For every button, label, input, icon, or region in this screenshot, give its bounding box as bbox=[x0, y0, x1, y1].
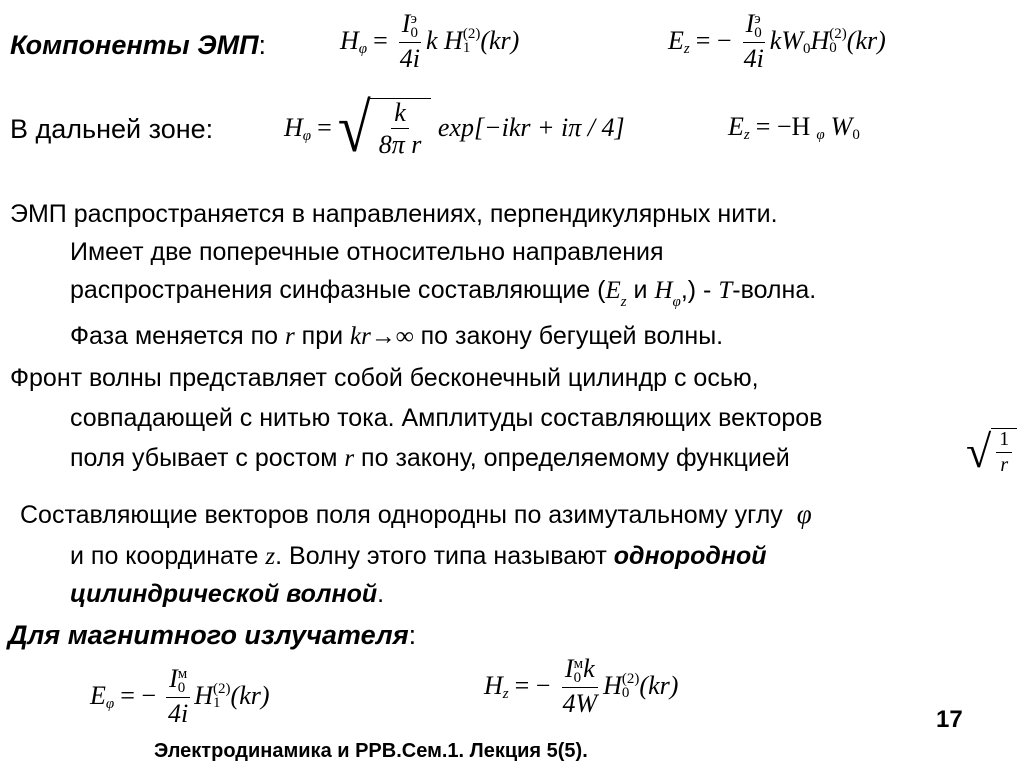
hankel-symbol: H bbox=[444, 26, 463, 55]
p1-line4 bbox=[70, 318, 723, 355]
sup-e: э bbox=[754, 10, 761, 27]
sub-zero: 0 bbox=[573, 669, 582, 686]
p2-l3-text-b: по закону, определяемому функцией bbox=[354, 444, 790, 472]
kr-arg: (kr) bbox=[480, 26, 520, 55]
arrow-infinity: →∞ bbox=[370, 323, 414, 350]
heading-magnetic bbox=[8, 620, 416, 651]
p3-line3 bbox=[70, 576, 384, 613]
p1-l3-text-a: распространения синфазные составляющие ( bbox=[70, 276, 606, 304]
heading-magnetic-text: Для магнитного излучателя bbox=[8, 620, 409, 650]
w-sub-zero: 0 bbox=[803, 40, 811, 57]
p1-l3-text-d: -волна. bbox=[732, 276, 817, 304]
phi-subscript: φ bbox=[358, 40, 368, 57]
r-inline: r bbox=[285, 323, 295, 350]
ez-inline: E bbox=[605, 277, 621, 304]
kr-arg: (kr) bbox=[230, 681, 270, 710]
kr-arg: (kr) bbox=[639, 671, 679, 700]
p3-l1-text: Составляющие векторов поля однородны по азимутальному углу bbox=[20, 501, 783, 529]
sup-m: м bbox=[177, 665, 188, 682]
kr-arg: (kr) bbox=[846, 26, 886, 55]
minus-equals: = − bbox=[120, 681, 157, 710]
sup-m: м bbox=[573, 655, 584, 672]
w-symbol: W bbox=[830, 112, 853, 141]
formula-h-phi bbox=[340, 6, 519, 76]
hphi-inline-sub: φ bbox=[672, 294, 681, 310]
equals-sign: = bbox=[317, 113, 332, 142]
h-symbol: H bbox=[284, 113, 303, 142]
cylindrical-wave-term: цилиндрической волной bbox=[70, 580, 378, 608]
kw-symbol: kW bbox=[769, 26, 803, 55]
e-symbol: E bbox=[728, 112, 744, 141]
t-inline: T bbox=[718, 277, 733, 304]
p2-line1: Фронт волны представляет собой бесконечный цилиндр с осью, bbox=[10, 364, 759, 392]
hankel-symbol: H bbox=[194, 681, 214, 710]
sqrt-k-over-8pir bbox=[337, 90, 432, 166]
hankel-symbol: H bbox=[603, 671, 622, 700]
p1-l4-text-a: Фаза меняется по bbox=[70, 322, 285, 350]
equals-sign: = bbox=[373, 26, 388, 55]
i-symbol: I bbox=[401, 8, 411, 38]
heading-components-text: Компоненты ЭМП bbox=[10, 30, 259, 60]
sqrt-one-over-r bbox=[966, 428, 1017, 476]
r-inline: r bbox=[344, 445, 355, 472]
homogeneous-term: однородной bbox=[613, 542, 767, 570]
minus-equals: = − bbox=[514, 671, 551, 700]
p2-line2: совпадающей с нитью тока. Амплитуды составляющих векторов bbox=[70, 404, 823, 432]
formula-e-z bbox=[668, 6, 886, 76]
k-symbol: k bbox=[583, 653, 595, 683]
p1-l4-text-b: при bbox=[294, 322, 351, 350]
p3-line1 bbox=[20, 496, 812, 534]
k-symbol: k bbox=[426, 26, 438, 55]
four-i: 4i bbox=[399, 43, 420, 73]
phi-subscript: φ bbox=[816, 126, 825, 143]
fraction-i0-over-4i bbox=[397, 10, 423, 72]
p1-l3-text-c: ,) - bbox=[680, 276, 719, 304]
sub-one: 1 bbox=[213, 695, 221, 711]
p3-l2-text-a: и по координате bbox=[70, 542, 266, 570]
r-denominator: r bbox=[1000, 454, 1009, 476]
kr-inline: kr bbox=[350, 323, 371, 350]
p1-line1: ЭМП распространяется в направлениях, перпендикулярных нити. bbox=[10, 200, 778, 228]
p1-line3 bbox=[70, 272, 816, 313]
sup-e: э bbox=[410, 10, 417, 27]
heading-components bbox=[10, 30, 266, 61]
sub-zero: 0 bbox=[829, 40, 837, 56]
footer-course-title: Электродинамика и РРВ.Сем.1. Лекция 5(5). bbox=[154, 740, 588, 762]
hphi-inline: H bbox=[654, 277, 673, 304]
hankel-symbol: H bbox=[810, 26, 830, 55]
sup-order: (2) bbox=[462, 26, 481, 42]
p3-line2 bbox=[70, 538, 766, 575]
h-symbol: H bbox=[340, 26, 359, 55]
far-zone-label: В дальней зоне: bbox=[10, 114, 214, 144]
e-symbol: E bbox=[90, 681, 106, 710]
sub-zero: 0 bbox=[177, 679, 186, 696]
z-subscript: z bbox=[743, 126, 750, 143]
heading-magnetic-colon: : bbox=[408, 620, 417, 650]
four-i: 4i bbox=[168, 698, 189, 728]
eight-pi-r: 8π r bbox=[378, 130, 422, 159]
p1-l4-text-c: по закону бегущей волны. bbox=[413, 322, 724, 350]
p2-line3 bbox=[70, 440, 790, 477]
four-w: 4W bbox=[562, 688, 598, 718]
fraction-im-k-over-4w bbox=[559, 655, 600, 717]
p2-l3-text-a: поля убывает с ростом bbox=[70, 444, 345, 472]
formula-e-phi-magnetic bbox=[90, 658, 270, 734]
p1-l3-text-b: и bbox=[626, 276, 655, 304]
fraction-im-over-4i bbox=[165, 665, 191, 727]
phi-inline: φ bbox=[796, 499, 812, 529]
sqrt-sign: √ bbox=[337, 90, 371, 166]
e-symbol: E bbox=[668, 26, 684, 55]
i-symbol: I bbox=[169, 663, 178, 693]
p3-l2-text-b: . Волну этого типа называют bbox=[275, 542, 614, 570]
sub-zero: 0 bbox=[410, 24, 418, 41]
z-subscript: z bbox=[502, 685, 509, 702]
fraction-i0-over-4i-ez bbox=[741, 10, 767, 72]
sup-order: (2) bbox=[829, 26, 847, 42]
p3-period: . bbox=[377, 580, 385, 608]
sub-zero: 0 bbox=[754, 24, 762, 41]
minus-h: = −H bbox=[755, 112, 811, 141]
p1-line2: Имеет две поперечные относительно направления bbox=[70, 238, 664, 266]
i-symbol: I bbox=[564, 653, 574, 683]
formula-far-e-z bbox=[728, 112, 860, 142]
exp-term: exp[−ikr + iπ / 4] bbox=[437, 113, 625, 142]
sup-order: (2) bbox=[621, 671, 640, 687]
sqrt-sign: √ bbox=[966, 426, 992, 477]
page-number: 17 bbox=[936, 706, 963, 733]
heading-components-colon: : bbox=[258, 30, 267, 60]
w-sub-zero: 0 bbox=[852, 126, 860, 143]
phi-subscript: φ bbox=[302, 127, 312, 144]
h-symbol: H bbox=[484, 671, 503, 700]
i-symbol: I bbox=[745, 8, 755, 38]
one-numerator: 1 bbox=[996, 429, 1012, 453]
formula-far-h-phi bbox=[284, 88, 625, 168]
z-subscript: z bbox=[683, 40, 690, 57]
phi-subscript: φ bbox=[105, 695, 115, 712]
minus-equals: = − bbox=[695, 26, 732, 55]
ez-inline-sub: z bbox=[620, 294, 627, 310]
four-i: 4i bbox=[743, 43, 764, 73]
z-inline: z bbox=[265, 543, 276, 570]
k-numerator: k bbox=[394, 97, 406, 127]
formula-h-z-magnetic bbox=[484, 648, 678, 724]
sup-order: (2) bbox=[213, 681, 231, 697]
sub-zero: 0 bbox=[621, 685, 630, 701]
sub-one: 1 bbox=[462, 40, 471, 56]
